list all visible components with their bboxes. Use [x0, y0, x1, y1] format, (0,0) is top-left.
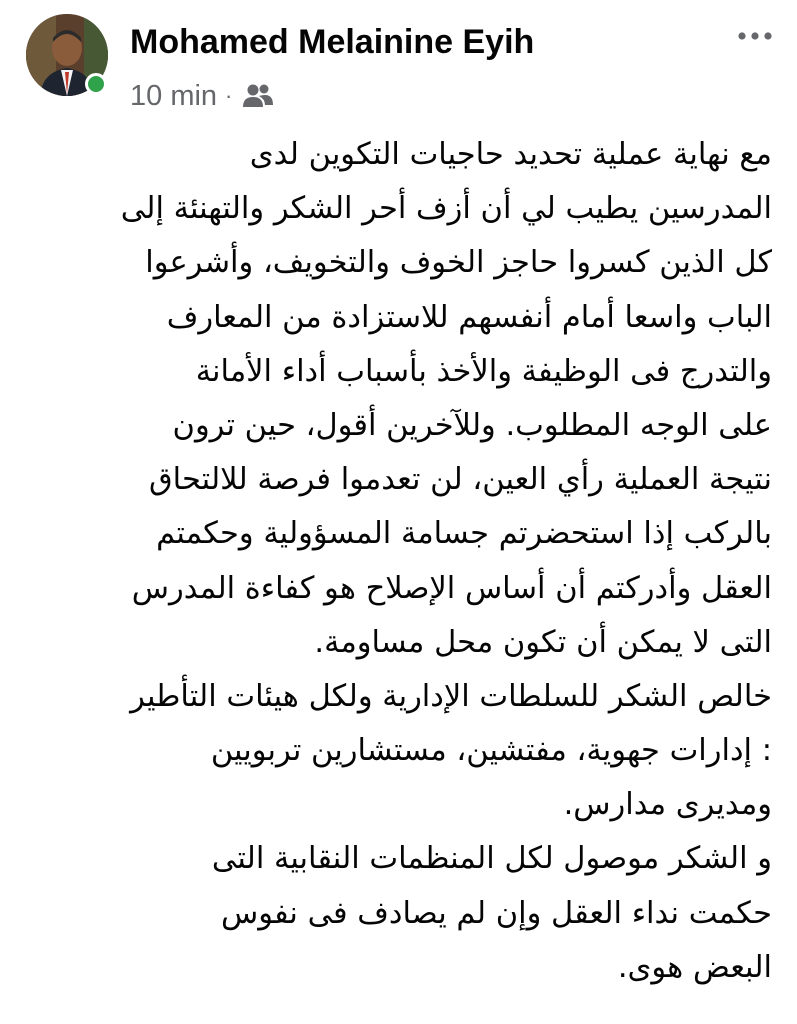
- post-text-line: البعض هوى.: [617, 949, 772, 985]
- online-status-dot: [85, 73, 107, 95]
- post-text-line: و الشكر موصول لكل المنظمات النقابية التى: [211, 841, 772, 877]
- post-header: [0, 0, 797, 116]
- post-text-line: مع نهاية عملية تحديد حاجيات التكوين لدى: [249, 137, 772, 172]
- post-text-line: بالركب إذا استحضرتم جسامة المسؤولية وحكمتم: [156, 516, 772, 552]
- post-text-line: العقل وأدركتم أن أساس الإصلاح هو كفاءة المدرس: [131, 570, 772, 606]
- post-text-line: الباب واسعا أمام أنفسهم للاستزادة من المعارف: [166, 299, 772, 335]
- post-body: [22, 128, 772, 995]
- post-text-line: والتدرج فى الوظيفة والأخذ بأسباب أداء الأمانة: [195, 353, 772, 389]
- post-text-line: التى لا يمكن أن تكون محل مساومة.: [314, 624, 772, 660]
- post-timestamp[interactable]: 10 min: [130, 79, 218, 112]
- post-meta: [130, 78, 274, 114]
- more-dots-icon: [737, 31, 773, 41]
- post-text-line: : إدارات جهوية، مفتشين، مستشارين تربويين: [210, 733, 772, 769]
- post-text-line: كل الذين كسروا حاجز الخوف والتخويف، وأشرعوا: [145, 245, 772, 281]
- more-options-button[interactable]: [732, 18, 778, 54]
- post-text-line: المدرسين يطيب لي أن أزف أحر الشكر والتهنئة إلى: [120, 191, 772, 227]
- post-text-line: خالص الشكر للسلطات الإدارية ولكل هيئات التأطير: [130, 678, 772, 714]
- post-text-line: حكمت نداء العقل وإن لم يصادف فى نفوس: [221, 895, 772, 931]
- friends-icon[interactable]: [242, 83, 274, 109]
- post-text-line: نتيجة العملية رأي العين، لن تعدموا فرصة للالتحاق: [149, 462, 772, 498]
- post-text-line: على الوجه المطلوب. وللآخرين أقول، حين ترون: [172, 407, 772, 443]
- meta-separator: ·: [225, 83, 233, 108]
- post-text-line: ومديرى مدارس.: [563, 787, 772, 823]
- author-name[interactable]: Mohamed Melainine Eyih: [130, 23, 535, 61]
